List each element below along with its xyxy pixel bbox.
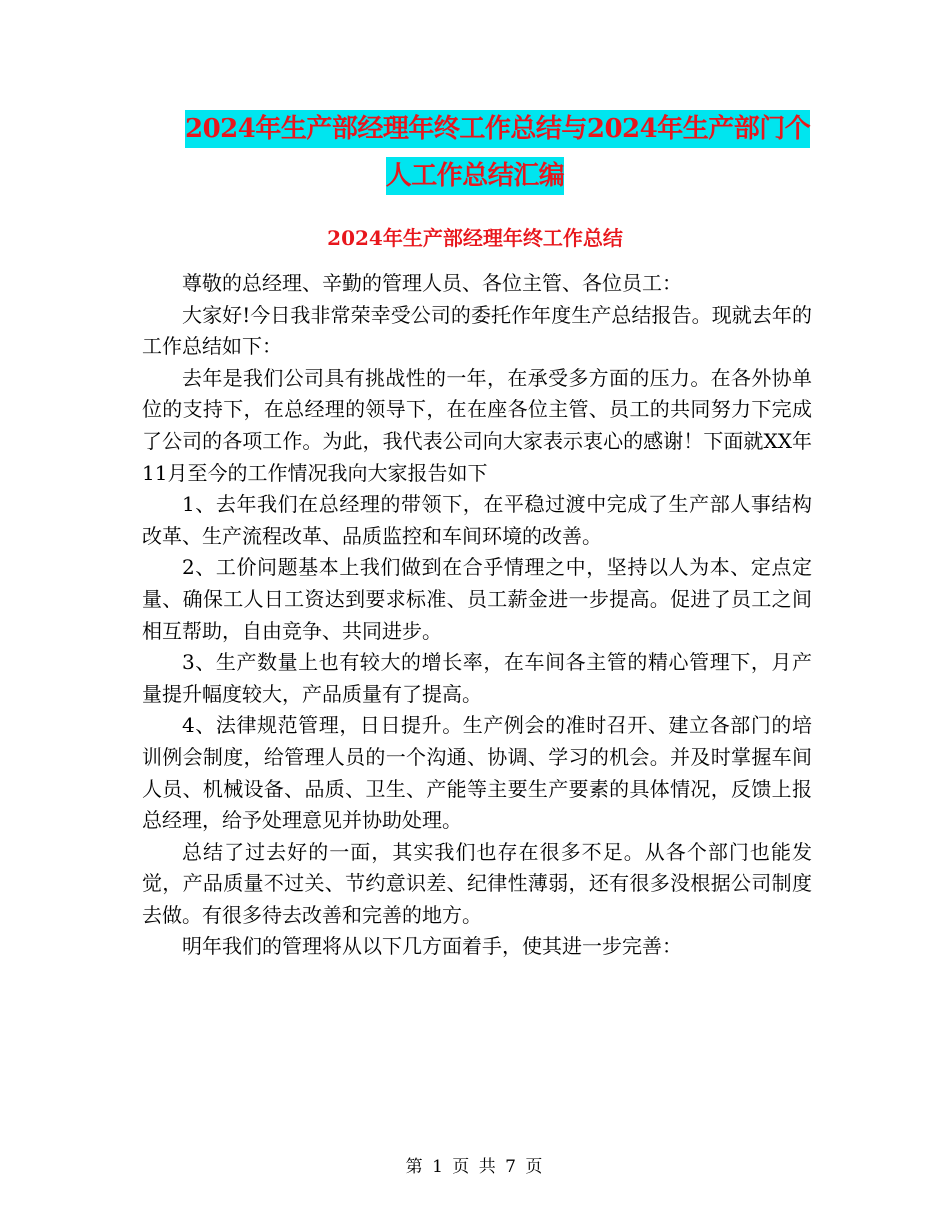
paragraph-item-2: 2、工价问题基本上我们做到在合乎情理之中，坚持以人为本、定点定量、确保工人日工资达到要求标准、员工薪金进一步提高。促进了员工之间相互帮助，自由竞争、共同进步。 [142, 555, 812, 643]
document-body [142, 268, 812, 963]
paragraph-intro: 去年是我们公司具有挑战性的一年，在承受多方面的压力。在各外协单位的支持下，在总经理的领导下，在在座各位主管、员工的共同努力下完成了公司的各项工作。为此，我代表公司向大家表示衷心的感谢！下面就XX年11月至今的工作情况我向大家报告如下 [142, 365, 812, 485]
title-line-1: 2024年生产部经理年终工作总结与2024年生产部门个 [185, 110, 810, 148]
document-title [140, 110, 810, 195]
paragraph-shortcomings: 总结了过去好的一面，其实我们也存在很多不足。从各个部门也能发觉，产品质量不过关、节约意识差、纪律性薄弱，还有很多没根据公司制度去做。有很多待去改善和完善的地方。 [142, 839, 812, 927]
paragraph-salutation: 尊敬的总经理、辛勤的管理人员、各位主管、各位员工： [182, 271, 682, 295]
paragraph-item-3: 3、生产数量上也有较大的增长率，在车间各主管的精心管理下，月产量提升幅度较大，产品质量有了提高。 [142, 650, 812, 706]
paragraph-next-year: 明年我们的管理将从以下几方面着手，使其进一步完善： [182, 934, 682, 959]
page-footer: 第 1 页 共 7 页 [405, 1157, 545, 1177]
paragraph-item-4: 4、法律规范管理，日日提升。生产例会的准时召开、建立各部门的培训例会制度，给管理人员的一个沟通、协调、学习的机会。并及时掌握车间人员、机械设备、品质、卫生、产能等主要生产要素的具体情况，反馈上报总经理，给予处理意见并协助处理。 [142, 713, 812, 833]
title-line-2: 人工作总结汇编 [386, 157, 565, 195]
section-heading: 2024年生产部经理年终工作总结 [327, 226, 623, 250]
paragraph-item-1: 1、去年我们在总经理的带领下，在平稳过渡中完成了生产部人事结构改革、生产流程改革、品质监控和车间环境的改善。 [142, 492, 812, 548]
paragraph-greeting: 大家好!今日我非常荣幸受公司的委托作年度生产总结报告。现就去年的工作总结如下： [142, 302, 812, 359]
